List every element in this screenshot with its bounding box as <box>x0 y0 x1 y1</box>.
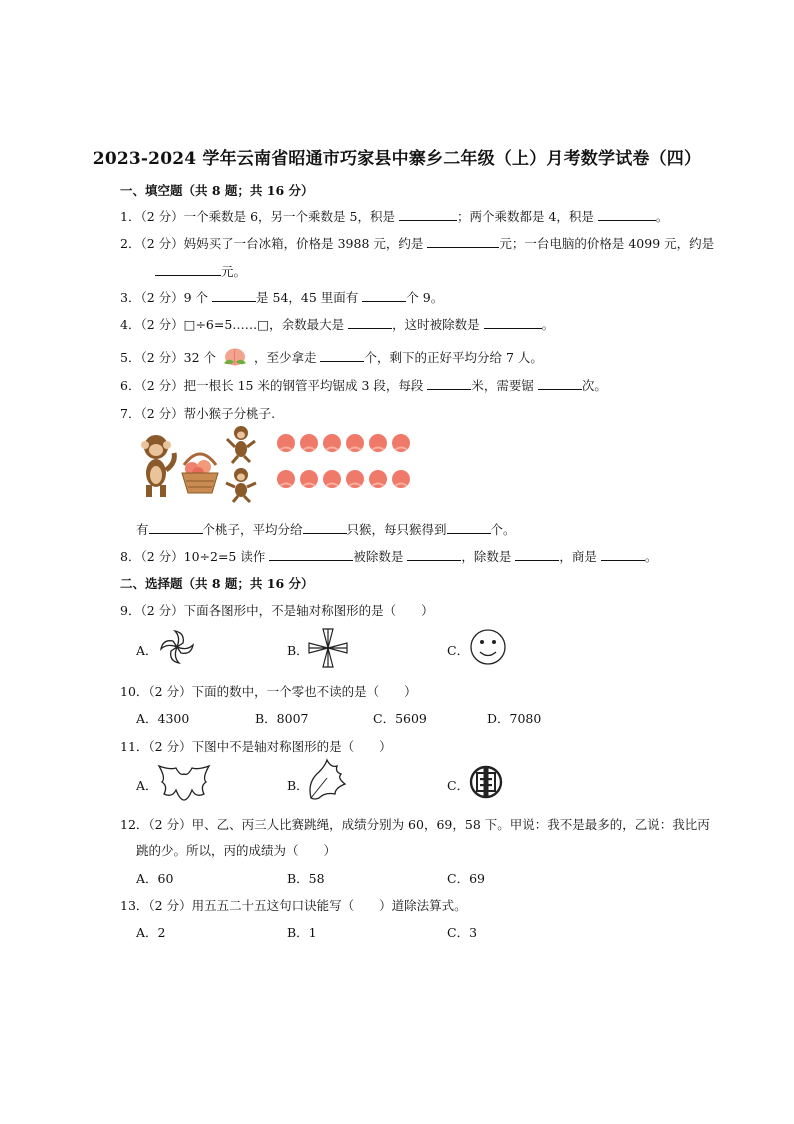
peach-row-bottom <box>277 470 410 488</box>
answer-blank[interactable] <box>155 263 221 276</box>
option-c[interactable]: C． <box>447 643 470 658</box>
answer-blank[interactable] <box>447 521 491 534</box>
exam-title: 2023-2024 学年云南省昭通市巧家县中寨乡二年级（上）月考数学试卷（四） <box>92 149 702 169</box>
cross-shape-icon <box>307 627 349 669</box>
monkey-icon <box>141 435 174 497</box>
peach-icon <box>300 470 318 488</box>
option-a[interactable]: A． <box>136 643 158 658</box>
peach-icon <box>300 434 318 452</box>
peach-icon <box>323 434 341 452</box>
peach-icon <box>392 434 410 452</box>
peach-icon <box>323 470 341 488</box>
question-13: 13．（2 分）用五五二十五这句口诀能写（ ）道除法算式。 <box>120 898 467 913</box>
answer-blank[interactable] <box>320 349 364 362</box>
monkey-icon <box>227 426 255 463</box>
answer-blank[interactable] <box>362 289 406 302</box>
answer-blank[interactable] <box>484 316 542 329</box>
answer-blank[interactable] <box>348 316 392 329</box>
question-1: 1．（2 分）一个乘数是 6，另一个乘数是 5，积是 ；两个乘数都是 4，积是 。 <box>120 209 669 224</box>
option-b[interactable]: B．1 <box>287 925 317 940</box>
question-7-answer: 有 个桃子，平均分给 只猴，每只猴得到 个。 <box>136 522 516 537</box>
question-6: 6．（2 分）把一根长 15 米的钢管平均锯成 3 段，每段 米，需要锯 次。 <box>120 378 607 393</box>
answer-blank[interactable] <box>212 289 256 302</box>
question-7: 7．（2 分）帮小猴子分桃子. <box>120 406 276 421</box>
pinwheel-icon <box>158 628 196 666</box>
question-2: 2．（2 分）妈妈买了一台冰箱，价格是 3988 元，约是 元；一台电脑的价格是 4099 元，约是 <box>120 236 715 251</box>
answer-blank[interactable] <box>149 521 203 534</box>
question-12-cont: 跳的少。所以，丙的成绩为（ ） <box>136 843 337 858</box>
monkey-icon <box>226 468 256 502</box>
question-4: 4．（2 分）□÷6=5……□，余数最大是 ，这时被除数是 。 <box>120 317 555 332</box>
peach-row-top <box>277 434 410 452</box>
option-c[interactable]: C． <box>447 778 470 793</box>
answer-blank[interactable] <box>601 548 645 561</box>
question-5: 5．（2 分）32 个 ，至少拿走 个，剩下的正好平均分给 7 人。 <box>120 345 543 367</box>
option-a[interactable]: A． <box>136 778 158 793</box>
bank-logo-icon <box>468 764 504 800</box>
option-c[interactable]: C．69 <box>447 871 485 886</box>
option-a[interactable]: A．2 <box>136 925 166 940</box>
peach-icon <box>392 470 410 488</box>
answer-blank[interactable] <box>427 377 471 390</box>
option-b[interactable]: B． <box>287 778 309 793</box>
question-8: 8．（2 分）10÷2=5 读作 被除数是 ，除数是 ，商是 。 <box>120 549 658 564</box>
answer-blank[interactable] <box>515 548 559 561</box>
answer-blank[interactable] <box>538 377 582 390</box>
section-multiple-choice: 二、选择题（共 8 题；共 16 分） <box>120 576 314 591</box>
monkeys-peaches-illustration <box>134 425 424 503</box>
option-c[interactable]: C．3 <box>447 925 478 940</box>
option-b[interactable]: B． <box>287 643 309 658</box>
peach-icon <box>369 434 387 452</box>
question-10: 10．（2 分）下面的数中，一个零也不读的是（ ） <box>120 684 417 699</box>
question-9: 9．（2 分）下面各图形中，不是轴对称图形的是（ ） <box>120 603 434 618</box>
question-3: 3．（2 分）9 个 是 54，45 里面有 个 9。 <box>120 290 444 305</box>
answer-blank[interactable] <box>303 521 347 534</box>
leaf-icon <box>305 758 351 802</box>
question-11: 11．（2 分）下图中不是轴对称图形的是（ ） <box>120 739 392 754</box>
option-a[interactable]: A．4300 <box>136 711 190 726</box>
answer-blank[interactable] <box>598 208 656 221</box>
peach-icon <box>369 470 387 488</box>
peach-icon <box>346 470 364 488</box>
question-2-cont: 元。 <box>155 262 246 280</box>
peach-icon <box>220 345 250 367</box>
section-fill-in: 一、填空题（共 8 题；共 16 分） <box>120 183 314 198</box>
smiley-face-icon <box>468 627 508 667</box>
answer-blank[interactable] <box>269 548 353 561</box>
option-c[interactable]: C．5609 <box>373 711 427 726</box>
answer-blank[interactable] <box>399 208 457 221</box>
peach-icon <box>346 434 364 452</box>
option-d[interactable]: D．7080 <box>487 711 542 726</box>
peach-icon <box>277 434 295 452</box>
answer-blank[interactable] <box>407 548 461 561</box>
option-a[interactable]: A．60 <box>136 871 174 886</box>
peach-icon <box>277 470 295 488</box>
question-12: 12．（2 分）甲、乙、丙三人比赛跳绳，成绩分别为 60，69，58 下。甲说：我不是最多的，乙说：我比丙 <box>120 817 710 832</box>
option-b[interactable]: B．8007 <box>255 711 309 726</box>
answer-blank[interactable] <box>427 235 499 248</box>
peach-basket-icon <box>182 454 218 493</box>
leaf-shape-icon <box>154 760 214 802</box>
option-b[interactable]: B．58 <box>287 871 325 886</box>
